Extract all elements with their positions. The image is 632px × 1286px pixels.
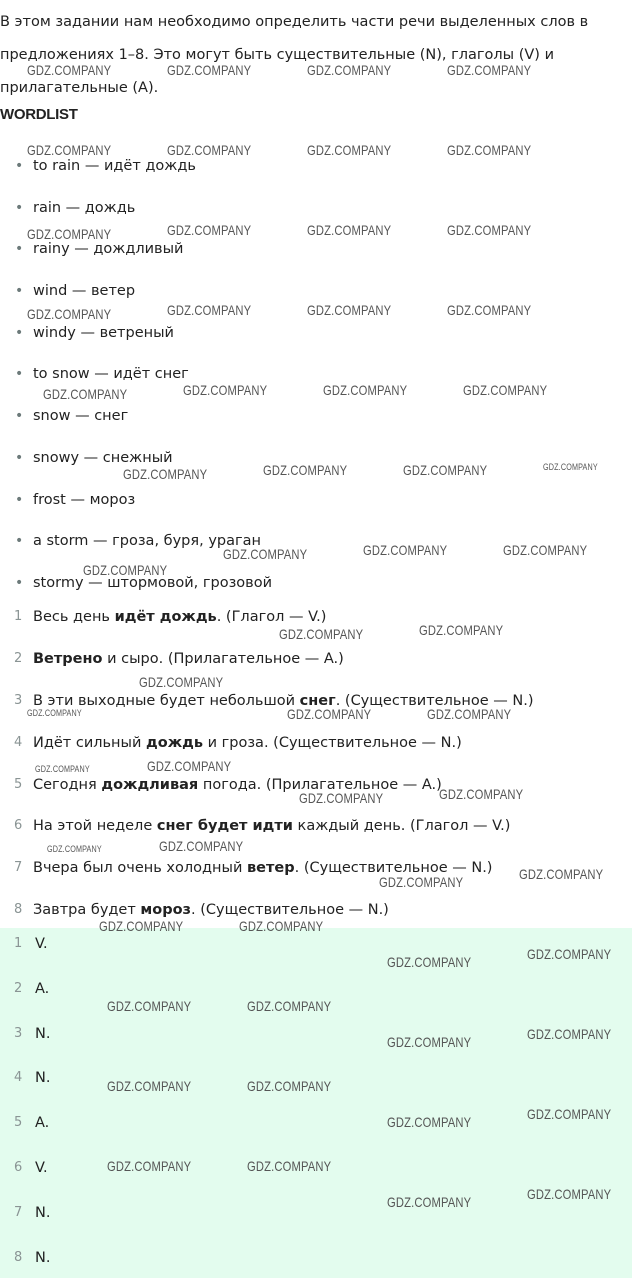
- sentence-answer: и гроза. (Существительное — N.): [203, 734, 462, 751]
- watermark-text: GDZ.COMPANY: [123, 466, 208, 482]
- watermark-text: GDZ.COMPANY: [527, 1026, 612, 1042]
- watermark-text: GDZ.COMPANY: [159, 838, 244, 854]
- watermark-text: GDZ.COMPANY: [239, 918, 324, 934]
- sentence-text: Завтра будет: [33, 902, 141, 919]
- bullet-icon: •: [15, 241, 24, 258]
- sentence-answer: погода. (Прилагательное — A.): [198, 776, 442, 793]
- watermark-text: GDZ.COMPANY: [447, 142, 532, 158]
- sentence-number: 2: [14, 650, 23, 666]
- answer-number: 8: [14, 1249, 23, 1265]
- highlighted-word: идёт дождь: [114, 609, 217, 625]
- watermark-text: GDZ.COMPANY: [167, 222, 252, 238]
- highlighted-word: снег: [299, 692, 336, 709]
- bullet-icon: •: [15, 449, 24, 466]
- wordlist-item-text: windy — ветреный: [33, 324, 174, 341]
- wordlist-item-text: wind — ветер: [33, 283, 136, 300]
- answer-value: A.: [35, 1115, 50, 1132]
- wordlist-item-text: frost — мороз: [33, 491, 136, 508]
- wordlist-item-text: stormy — штормовой, грозовой: [33, 574, 273, 591]
- watermark-text: GDZ.COMPANY: [287, 706, 372, 722]
- sentence-text: Идёт сильный: [33, 734, 147, 751]
- watermark-text: GDZ.COMPANY: [323, 382, 408, 398]
- sentence-answer: каждый день. (Глагол — V.): [292, 818, 511, 835]
- bullet-icon: •: [15, 491, 24, 508]
- bullet-icon: •: [15, 199, 24, 216]
- answer-item: [0, 1197, 632, 1242]
- sentence-text: В эти выходные будет небольшой: [33, 692, 300, 709]
- answer-value: A.: [35, 980, 50, 997]
- watermark-text: GDZ.COMPANY: [307, 62, 392, 78]
- watermark-text: GDZ.COMPANY: [167, 142, 252, 158]
- watermark-text: GDZ.COMPANY: [83, 562, 168, 578]
- wordlist-heading: WORDLIST: [0, 106, 78, 123]
- sentence-list: [0, 602, 632, 937]
- bullet-icon: •: [15, 366, 24, 383]
- bullet-icon: •: [15, 408, 24, 425]
- answer-number: 5: [14, 1115, 23, 1131]
- answer-list: [0, 928, 632, 1278]
- highlighted-word: дождливая: [101, 776, 199, 793]
- watermark-text: GDZ.COMPANY: [387, 1114, 472, 1130]
- answer-value: N.: [35, 1204, 51, 1221]
- watermark-text: GDZ.COMPANY: [27, 306, 112, 322]
- answer-number: 7: [14, 1204, 23, 1220]
- intro-text: В этом задании нам необходимо определить части речи выделенных слов в предложениях 1–8. Это могут быть существительные (N), глаголы (V) и прилагательные (A).: [0, 14, 589, 96]
- watermark-text: GDZ.COMPANY: [107, 998, 192, 1014]
- watermark-text: GDZ.COMPANY: [47, 844, 102, 854]
- wordlist-item-text: to rain — идёт дождь: [33, 158, 196, 174]
- watermark-text: GDZ.COMPANY: [223, 546, 308, 562]
- answer-number: 4: [14, 1070, 23, 1086]
- sentence-number: 4: [14, 734, 23, 750]
- watermark-text: GDZ.COMPANY: [279, 626, 364, 642]
- watermark-text: GDZ.COMPANY: [387, 1194, 472, 1210]
- watermark-text: GDZ.COMPANY: [147, 758, 232, 774]
- watermark-text: GDZ.COMPANY: [27, 142, 112, 158]
- watermark-text: GDZ.COMPANY: [183, 382, 268, 398]
- wordlist-item: [0, 485, 632, 527]
- watermark-text: GDZ.COMPANY: [527, 1106, 612, 1122]
- watermark-text: GDZ.COMPANY: [543, 462, 598, 472]
- sentence-text: Вчера был очень холодный: [33, 860, 247, 877]
- watermark-text: GDZ.COMPANY: [307, 222, 392, 238]
- sentence-answer: . (Глагол — V.): [216, 609, 327, 625]
- watermark-text: GDZ.COMPANY: [307, 142, 392, 158]
- bullet-icon: •: [15, 283, 24, 300]
- sentence-item: [0, 728, 632, 770]
- watermark-text: GDZ.COMPANY: [167, 302, 252, 318]
- watermark-text: GDZ.COMPANY: [263, 462, 348, 478]
- answer-number: 2: [14, 980, 23, 996]
- watermark-text: GDZ.COMPANY: [447, 222, 532, 238]
- sentence-answer: . (Существительное — N.): [335, 692, 534, 709]
- sentence-number: 8: [14, 902, 23, 918]
- wordlist: [0, 151, 632, 610]
- answer-number: 3: [14, 1025, 23, 1041]
- wordlist-item: [0, 401, 632, 443]
- highlighted-word: снег будет идти: [156, 818, 293, 835]
- watermark-text: GDZ.COMPANY: [247, 1078, 332, 1094]
- bullet-icon: •: [15, 324, 24, 341]
- watermark-text: GDZ.COMPANY: [139, 674, 224, 690]
- watermark-text: GDZ.COMPANY: [387, 1034, 472, 1050]
- watermark-text: GDZ.COMPANY: [299, 790, 384, 806]
- watermark-text: GDZ.COMPANY: [27, 708, 82, 718]
- sentence-text: На этой неделе: [33, 818, 157, 835]
- answer-value: N.: [35, 1025, 51, 1042]
- watermark-text: GDZ.COMPANY: [527, 946, 612, 962]
- watermark-text: GDZ.COMPANY: [379, 874, 464, 890]
- watermark-text: GDZ.COMPANY: [107, 1078, 192, 1094]
- answer-item: [0, 1242, 632, 1286]
- watermark-text: GDZ.COMPANY: [35, 764, 90, 774]
- watermark-text: GDZ.COMPANY: [387, 954, 472, 970]
- watermark-text: GDZ.COMPANY: [419, 622, 504, 638]
- watermark-text: GDZ.COMPANY: [519, 866, 604, 882]
- watermark-text: GDZ.COMPANY: [167, 62, 252, 78]
- highlighted-word: мороз: [140, 902, 191, 919]
- sentence-text: Сегодня: [33, 776, 102, 793]
- watermark-text: GDZ.COMPANY: [439, 786, 524, 802]
- highlighted-word: ветер: [246, 860, 295, 877]
- sentence-number: 1: [14, 609, 23, 624]
- wordlist-item: [0, 318, 632, 360]
- watermark-text: GDZ.COMPANY: [247, 998, 332, 1014]
- watermark-text: GDZ.COMPANY: [427, 706, 512, 722]
- answer-number: 6: [14, 1159, 23, 1175]
- wordlist-item-text: to snow — идёт снег: [33, 366, 189, 383]
- wordlist-item-text: snow — снег: [33, 408, 129, 425]
- bullet-icon: •: [15, 574, 24, 591]
- watermark-text: GDZ.COMPANY: [307, 302, 392, 318]
- wordlist-item-text: rainy — дождливый: [33, 241, 184, 258]
- watermark-text: GDZ.COMPANY: [363, 542, 448, 558]
- answer-value: V.: [35, 936, 48, 952]
- answer-value: N.: [35, 1249, 51, 1266]
- watermark-text: GDZ.COMPANY: [27, 62, 112, 78]
- watermark-text: GDZ.COMPANY: [403, 462, 488, 478]
- sentence-number: 7: [14, 860, 23, 876]
- watermark-text: GDZ.COMPANY: [27, 226, 112, 242]
- watermark-text: GDZ.COMPANY: [247, 1158, 332, 1174]
- watermark-text: GDZ.COMPANY: [527, 1186, 612, 1202]
- answer-value: N.: [35, 1070, 51, 1087]
- watermark-text: GDZ.COMPANY: [503, 542, 588, 558]
- wordlist-item-text: a storm — гроза, буря, ураган: [33, 533, 261, 550]
- watermark-text: GDZ.COMPANY: [463, 382, 548, 398]
- sentence-text: Весь день: [33, 609, 115, 625]
- answer-value: V.: [35, 1159, 48, 1176]
- sentence-item: [0, 644, 632, 686]
- sentence-answer: . (Существительное — N.): [294, 860, 493, 877]
- highlighted-word: Ветрено: [33, 650, 103, 667]
- bullet-icon: •: [15, 533, 24, 550]
- watermark-text: GDZ.COMPANY: [43, 386, 128, 402]
- watermark-text: GDZ.COMPANY: [447, 62, 532, 78]
- sentence-number: 6: [14, 818, 23, 834]
- answer-number: 1: [14, 936, 23, 951]
- watermark-text: GDZ.COMPANY: [107, 1158, 192, 1174]
- wordlist-item-text: rain — дождь: [33, 199, 136, 216]
- wordlist-item-text: snowy — снежный: [33, 449, 173, 466]
- watermark-text: GDZ.COMPANY: [99, 918, 184, 934]
- watermark-text: GDZ.COMPANY: [447, 302, 532, 318]
- sentence-answer: . (Существительное — N.): [191, 902, 389, 919]
- bullet-icon: •: [15, 158, 24, 174]
- sentence-number: 3: [14, 692, 23, 708]
- highlighted-word: дождь: [146, 734, 204, 751]
- sentence-number: 5: [14, 776, 23, 792]
- sentence-answer: и сыро. (Прилагательное — A.): [102, 650, 344, 667]
